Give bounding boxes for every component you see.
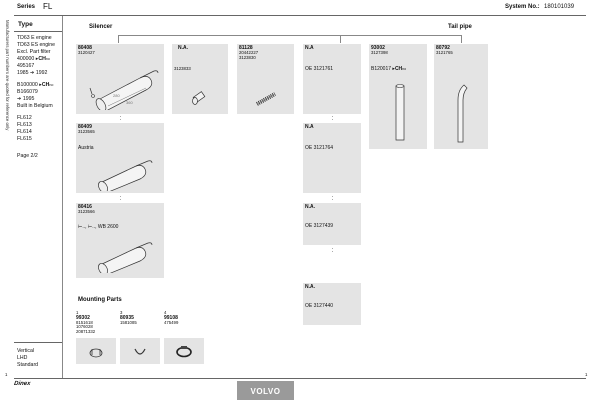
part-card-80792[interactable] — [434, 44, 488, 149]
built-in: Built in Belgium — [17, 103, 53, 109]
model: FL614 — [17, 129, 32, 135]
chassis-num-2: B166079 — [17, 89, 38, 95]
pipe-drawing — [393, 84, 407, 142]
connector-line — [118, 35, 461, 36]
dim-label: 280 — [113, 93, 120, 98]
part-ref: OE 3127440 — [305, 303, 334, 309]
mounting-item[interactable] — [120, 311, 160, 364]
part-note: ⊢.., ⊢.., WB 2600 — [78, 224, 119, 230]
part-ref: 1581085 — [120, 319, 137, 325]
part-ref: 3123833 — [174, 66, 191, 71]
silencer-drawing — [88, 64, 160, 110]
axle-icon: ⊢.. — [87, 224, 96, 230]
part-ref: 3127398 — [371, 50, 388, 55]
part-ref: 20871332 — [76, 328, 96, 334]
part-ref: 3123566 — [78, 209, 95, 214]
page-number-right: 1 — [585, 372, 588, 377]
chassis-range-2: B100000 ▸CHno — [17, 82, 54, 88]
silencer-drawing — [92, 157, 154, 191]
axle-icon: ⊢.. — [78, 224, 86, 230]
part-number: N.A. — [305, 284, 315, 290]
part-number: N.A — [305, 124, 314, 130]
part-number: 80792 — [436, 45, 450, 51]
arrow-icon: ▸ — [35, 56, 39, 62]
part-ref: 3120427 — [78, 50, 95, 55]
part-number: 99302 — [76, 314, 90, 321]
part-ref: 475499 — [164, 319, 179, 325]
years-1: 1985 ➔ 1992 — [17, 70, 48, 76]
bracket-drawing — [88, 343, 104, 359]
type-heading: Type — [18, 21, 33, 28]
part-card-na-2[interactable] — [303, 44, 361, 114]
config-lines — [17, 348, 38, 369]
part-number: 80416 — [78, 204, 92, 210]
mounting-item[interactable] — [164, 311, 204, 364]
part-ref: OE 3127439 — [305, 223, 334, 229]
part-card-81128[interactable] — [237, 44, 294, 114]
part-number: N.A. — [178, 45, 188, 51]
chassis-note: B120017 ▸CHno — [371, 66, 407, 72]
part-ref: 1076028 — [76, 324, 93, 330]
ring-drawing — [132, 343, 148, 359]
page-number-left: 1 — [5, 372, 8, 377]
part-ref: 20442227 — [239, 50, 259, 55]
silencer-drawing — [92, 239, 154, 273]
footer-rule — [14, 378, 586, 379]
system-value: 180101039 — [544, 4, 575, 10]
sidebar-divider — [62, 16, 63, 378]
mounting-qty: 4 — [164, 310, 167, 315]
years-2: ➔ 1995 — [17, 96, 35, 102]
mounting-qty: 3 — [120, 310, 123, 315]
series-label: Series — [17, 4, 36, 10]
connector-drop — [340, 35, 341, 43]
part-card-80416[interactable] — [76, 203, 164, 278]
part-number: 80408 — [78, 45, 92, 51]
arrow-right-icon: ➔ — [17, 96, 22, 102]
dim-label: 360 — [126, 100, 133, 105]
mounting-image — [164, 338, 204, 364]
mounting-qty: 1 — [76, 310, 79, 315]
dinex-logo: Dinex — [13, 381, 31, 387]
part-number: 81128 — [239, 45, 253, 51]
part-card-na-3[interactable] — [303, 123, 361, 193]
part-card-80408[interactable] — [76, 44, 164, 114]
chassis-range-1: 400000 ▸CHno — [17, 56, 50, 62]
brand-name: VOLVO — [250, 387, 281, 396]
type-line: TD63 ES engine — [17, 42, 56, 48]
mounting-image — [120, 338, 160, 364]
model: FL612 — [17, 115, 32, 121]
part-number: 93002 — [371, 45, 385, 51]
part-ref: OE 3121761 — [305, 66, 334, 72]
part-card-80409[interactable] — [76, 123, 164, 193]
part-note: Austria — [78, 145, 94, 151]
config-line: Standard — [17, 362, 39, 368]
part-ref: 3123565 — [78, 129, 95, 134]
connector-drop — [461, 35, 462, 43]
part-number: N.A. — [305, 204, 315, 210]
bottom-rule — [14, 342, 62, 343]
type-lines — [17, 35, 55, 143]
type-line: Excl. Part filter — [17, 49, 51, 55]
header-rule — [14, 15, 586, 16]
vertical-note: Manufacturers part numbers are quoted for reference only — [5, 20, 10, 131]
part-number: 80935 — [120, 314, 134, 321]
chassis-num-1: 495167 — [17, 63, 35, 69]
part-card-93002[interactable] — [369, 44, 427, 149]
model: FL615 — [17, 136, 32, 142]
part-number: 80409 — [78, 124, 92, 130]
tailpipe-drawing — [454, 82, 470, 144]
mounting-item[interactable] — [76, 311, 116, 364]
part-card-na-4[interactable] — [303, 203, 361, 245]
brand-banner — [237, 381, 294, 400]
mounting-image — [76, 338, 116, 364]
silencer-heading: Silencer — [89, 24, 113, 30]
config-line: Vertical — [17, 348, 35, 354]
part-ref: 8151618 — [76, 319, 93, 325]
mounting-heading: Mounting Parts — [78, 297, 122, 303]
connector-drop — [118, 35, 119, 43]
part-ref: OE 3121764 — [305, 145, 334, 151]
part-ref: 3123830 — [239, 54, 256, 60]
system-label: System No.: — [505, 4, 540, 10]
arrow-icon: ▸ — [39, 82, 42, 88]
page-indicator: Page 2/2 — [17, 153, 38, 159]
type-line: TD63 E engine — [17, 35, 52, 41]
model: FL613 — [17, 122, 32, 128]
part-number: N.A — [305, 45, 314, 51]
series-value: FL — [43, 2, 53, 11]
clamp-ring-drawing — [175, 343, 193, 359]
arrow-icon: ▸ — [392, 66, 395, 72]
part-number: 99108 — [164, 314, 178, 321]
config-line: LHD — [17, 355, 28, 361]
clamp-drawing — [190, 88, 210, 106]
tailpipe-heading: Tail pipe — [448, 24, 472, 30]
part-card-na-5[interactable] — [303, 283, 361, 325]
arrow-right-icon: ➔ — [30, 70, 35, 76]
type-rule — [14, 31, 62, 32]
part-ref: 3121765 — [436, 50, 453, 55]
part-card-na-1[interactable] — [172, 44, 228, 114]
flex-pipe-drawing — [255, 90, 279, 108]
